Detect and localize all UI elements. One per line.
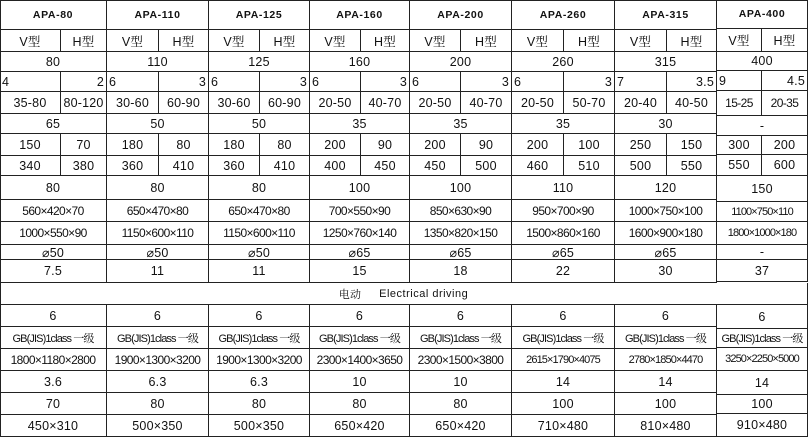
v-type-header: V型 <box>0 30 61 52</box>
v-type-value: 20-50 <box>410 92 461 114</box>
v-type-value: 9 <box>717 71 762 91</box>
v-type-value: 500 <box>615 156 667 176</box>
model-header: APA-110 <box>107 0 209 30</box>
spec-value: 80 <box>209 393 310 415</box>
v-type-value: 400 <box>310 156 361 176</box>
spec-value: 260 <box>512 52 615 72</box>
spec-value: 1800×1000×180 <box>717 222 808 245</box>
spec-value: 710×480 <box>512 415 615 437</box>
spec-value: 1900×1300×3200 <box>209 349 310 371</box>
v-type-value: 6 <box>209 72 260 92</box>
spec-value: 100 <box>410 176 512 200</box>
spec-value: GB(JIS)1class 一级 <box>512 327 615 349</box>
model-header: APA-400 <box>717 0 808 29</box>
v-type-value: 20-50 <box>512 92 564 114</box>
spec-value: 80 <box>107 176 209 200</box>
spec-value: 110 <box>107 52 209 72</box>
model-header: APA-125 <box>209 0 310 30</box>
h-type-header: H型 <box>762 29 808 52</box>
v-type-value: 200 <box>310 134 361 156</box>
spec-value: 160 <box>310 52 410 72</box>
h-type-value: 80-120 <box>61 92 107 114</box>
spec-value: 810×480 <box>615 415 717 437</box>
spec-value: 18 <box>410 260 512 283</box>
h-type-value: 40-50 <box>667 92 717 114</box>
spec-value: 6 <box>717 305 808 329</box>
spec-value: 3250×2250×5000 <box>717 348 808 371</box>
spec-value: 120 <box>615 176 717 200</box>
spec-value: 11 <box>107 260 209 283</box>
spec-value: 14 <box>717 371 808 395</box>
h-type-value: 20-35 <box>762 91 808 116</box>
spec-value: ⌀65 <box>615 245 717 260</box>
spec-value: 650×470×80 <box>209 200 310 222</box>
v-type-value: 20-50 <box>310 92 361 114</box>
v-type-header: V型 <box>717 29 762 52</box>
v-type-value: 180 <box>209 134 260 156</box>
h-type-header: H型 <box>260 30 310 52</box>
spec-value: 650×420 <box>410 415 512 437</box>
h-type-value: 2 <box>61 72 107 92</box>
spec-value: 1350×820×150 <box>410 222 512 245</box>
spec-value: 100 <box>717 395 808 414</box>
h-type-value: 500 <box>461 156 512 176</box>
v-type-header: V型 <box>410 30 461 52</box>
v-type-value: 360 <box>209 156 260 176</box>
spec-value: 80 <box>209 176 310 200</box>
spec-value: 80 <box>107 393 209 415</box>
spec-value: 100 <box>512 393 615 415</box>
h-type-value: 40-70 <box>461 92 512 114</box>
h-type-value: 100 <box>564 134 615 156</box>
v-type-value: 20-40 <box>615 92 667 114</box>
spec-value: ⌀65 <box>512 245 615 260</box>
spec-value: GB(JIS)1class 一级 <box>717 329 808 348</box>
v-type-value: 7 <box>615 72 667 92</box>
spec-value: 6 <box>107 305 209 327</box>
spec-value: 450×310 <box>0 415 107 437</box>
spec-value: 6.3 <box>107 371 209 393</box>
spec-value: 1100×750×110 <box>717 202 808 222</box>
spec-value: GB(JIS)1class 一级 <box>310 327 410 349</box>
spec-value: 10 <box>410 371 512 393</box>
spec-value: ⌀50 <box>209 245 310 260</box>
spec-value: - <box>717 245 808 260</box>
v-type-value: 340 <box>0 156 61 176</box>
spec-value: GB(JIS)1class 一级 <box>107 327 209 349</box>
spec-value: 80 <box>310 393 410 415</box>
v-type-value: 30-60 <box>107 92 159 114</box>
spec-value: 910×480 <box>717 414 808 437</box>
drive-type-en: Electrical driving <box>379 287 469 300</box>
v-type-header: V型 <box>615 30 667 52</box>
drive-type-cn: 电动 <box>338 288 362 301</box>
v-type-value: 360 <box>107 156 159 176</box>
v-type-value: 4 <box>0 72 61 92</box>
model-header: APA-260 <box>512 0 615 30</box>
v-type-value: 250 <box>615 134 667 156</box>
v-type-value: 6 <box>107 72 159 92</box>
v-type-value: 180 <box>107 134 159 156</box>
spec-value: 6 <box>512 305 615 327</box>
model-header: APA-160 <box>310 0 410 30</box>
spec-value: 35 <box>310 114 410 134</box>
spec-value: ⌀65 <box>310 245 410 260</box>
spec-value: 3.6 <box>0 371 107 393</box>
spec-value: 6.3 <box>209 371 310 393</box>
h-type-value: 410 <box>260 156 310 176</box>
spec-value: GB(JIS)1class 一级 <box>615 327 717 349</box>
spec-value: 1150×600×110 <box>107 222 209 245</box>
spec-value: 100 <box>310 176 410 200</box>
spec-value: 1150×600×110 <box>209 222 310 245</box>
spec-value: GB(JIS)1class 一级 <box>209 327 310 349</box>
v-type-header: V型 <box>107 30 159 52</box>
h-type-value: 600 <box>762 155 808 176</box>
v-type-value: 6 <box>410 72 461 92</box>
h-type-value: 3 <box>461 72 512 92</box>
v-type-value: 150 <box>0 134 61 156</box>
h-type-value: 90 <box>461 134 512 156</box>
v-type-header: V型 <box>512 30 564 52</box>
spec-value: 150 <box>717 176 808 202</box>
v-type-value: 30-60 <box>209 92 260 114</box>
v-type-value: 300 <box>717 136 762 155</box>
spec-value: 70 <box>0 393 107 415</box>
spec-value: 700×550×90 <box>310 200 410 222</box>
h-type-value: 60-90 <box>159 92 209 114</box>
spec-value: ⌀50 <box>0 245 107 260</box>
drive-type-row <box>0 283 808 305</box>
v-type-value: 550 <box>717 155 762 176</box>
h-type-header: H型 <box>361 30 410 52</box>
h-type-header: H型 <box>61 30 107 52</box>
spec-value: 1250×760×140 <box>310 222 410 245</box>
model-header: APA-80 <box>0 0 107 30</box>
h-type-value: 90 <box>361 134 410 156</box>
h-type-header: H型 <box>159 30 209 52</box>
spec-value: ⌀50 <box>107 245 209 260</box>
spec-value: 110 <box>512 176 615 200</box>
spec-value: 35 <box>410 114 512 134</box>
v-type-value: 35-80 <box>0 92 61 114</box>
spec-value: 22 <box>512 260 615 283</box>
v-type-value: 6 <box>310 72 361 92</box>
h-type-value: 3.5 <box>667 72 717 92</box>
v-type-header: V型 <box>310 30 361 52</box>
h-type-value: 450 <box>361 156 410 176</box>
v-type-value: 200 <box>512 134 564 156</box>
spec-value: 7.5 <box>0 260 107 283</box>
h-type-value: 3 <box>260 72 310 92</box>
h-type-value: 80 <box>159 134 209 156</box>
spec-value: 6 <box>0 305 107 327</box>
spec-value: 400 <box>717 52 808 71</box>
spec-value: 80 <box>0 176 107 200</box>
spec-value: 65 <box>0 114 107 134</box>
spec-value: 950×700×90 <box>512 200 615 222</box>
spec-value: 560×420×70 <box>0 200 107 222</box>
spec-value: ⌀65 <box>410 245 512 260</box>
model-header: APA-200 <box>410 0 512 30</box>
spec-value: 125 <box>209 52 310 72</box>
spec-value: 1000×750×100 <box>615 200 717 222</box>
h-type-header: H型 <box>667 30 717 52</box>
v-type-value: 15-25 <box>717 91 762 116</box>
h-type-value: 40-70 <box>361 92 410 114</box>
spec-value: 80 <box>0 52 107 72</box>
h-type-value: 410 <box>159 156 209 176</box>
v-type-value: 460 <box>512 156 564 176</box>
h-type-value: 550 <box>667 156 717 176</box>
spec-value: 14 <box>615 371 717 393</box>
spec-value: 1600×900×180 <box>615 222 717 245</box>
h-type-value: 200 <box>762 136 808 155</box>
spec-value: 650×420 <box>310 415 410 437</box>
v-type-value: 450 <box>410 156 461 176</box>
h-type-header: H型 <box>461 30 512 52</box>
spec-value: 50 <box>107 114 209 134</box>
spec-value: 1800×1180×2800 <box>0 349 107 371</box>
spec-value: 850×630×90 <box>410 200 512 222</box>
h-type-value: 380 <box>61 156 107 176</box>
spec-value: 11 <box>209 260 310 283</box>
spec-value: 2615×1790×4075 <box>512 349 615 371</box>
spec-value: GB(JIS)1class 一级 <box>0 327 107 349</box>
spec-value: 6 <box>209 305 310 327</box>
spec-value: 200 <box>410 52 512 72</box>
h-type-header: H型 <box>564 30 615 52</box>
h-type-value: 80 <box>260 134 310 156</box>
h-type-value: 150 <box>667 134 717 156</box>
spec-value: - <box>717 116 808 136</box>
h-type-value: 3 <box>361 72 410 92</box>
spec-value: 30 <box>615 260 717 283</box>
spec-value: 2300×1500×3800 <box>410 349 512 371</box>
spec-value: 1900×1300×3200 <box>107 349 209 371</box>
spec-value: 650×470×80 <box>107 200 209 222</box>
spec-value: 2780×1850×4470 <box>615 349 717 371</box>
h-type-value: 60-90 <box>260 92 310 114</box>
h-type-value: 50-70 <box>564 92 615 114</box>
spec-value: 6 <box>410 305 512 327</box>
spec-value: 2300×1400×3650 <box>310 349 410 371</box>
spec-value: 1500×860×160 <box>512 222 615 245</box>
h-type-value: 510 <box>564 156 615 176</box>
spec-value: 15 <box>310 260 410 283</box>
spec-value: 30 <box>615 114 717 134</box>
v-type-value: 200 <box>410 134 461 156</box>
h-type-value: 4.5 <box>762 71 808 91</box>
spec-value: 14 <box>512 371 615 393</box>
spec-value: 50 <box>209 114 310 134</box>
v-type-header: V型 <box>209 30 260 52</box>
spec-value: 6 <box>310 305 410 327</box>
spec-value: 6 <box>615 305 717 327</box>
spec-value: GB(JIS)1class 一级 <box>410 327 512 349</box>
spec-value: 10 <box>310 371 410 393</box>
h-type-value: 3 <box>159 72 209 92</box>
spec-value: 315 <box>615 52 717 72</box>
v-type-value: 6 <box>512 72 564 92</box>
h-type-value: 3 <box>564 72 615 92</box>
spec-value: 500×350 <box>107 415 209 437</box>
spec-value: 1000×550×90 <box>0 222 107 245</box>
spec-value: 80 <box>410 393 512 415</box>
h-type-value: 70 <box>61 134 107 156</box>
spec-value: 500×350 <box>209 415 310 437</box>
model-header: APA-315 <box>615 0 717 30</box>
spec-value: 100 <box>615 393 717 415</box>
spec-value: 35 <box>512 114 615 134</box>
spec-value: 37 <box>717 260 808 282</box>
